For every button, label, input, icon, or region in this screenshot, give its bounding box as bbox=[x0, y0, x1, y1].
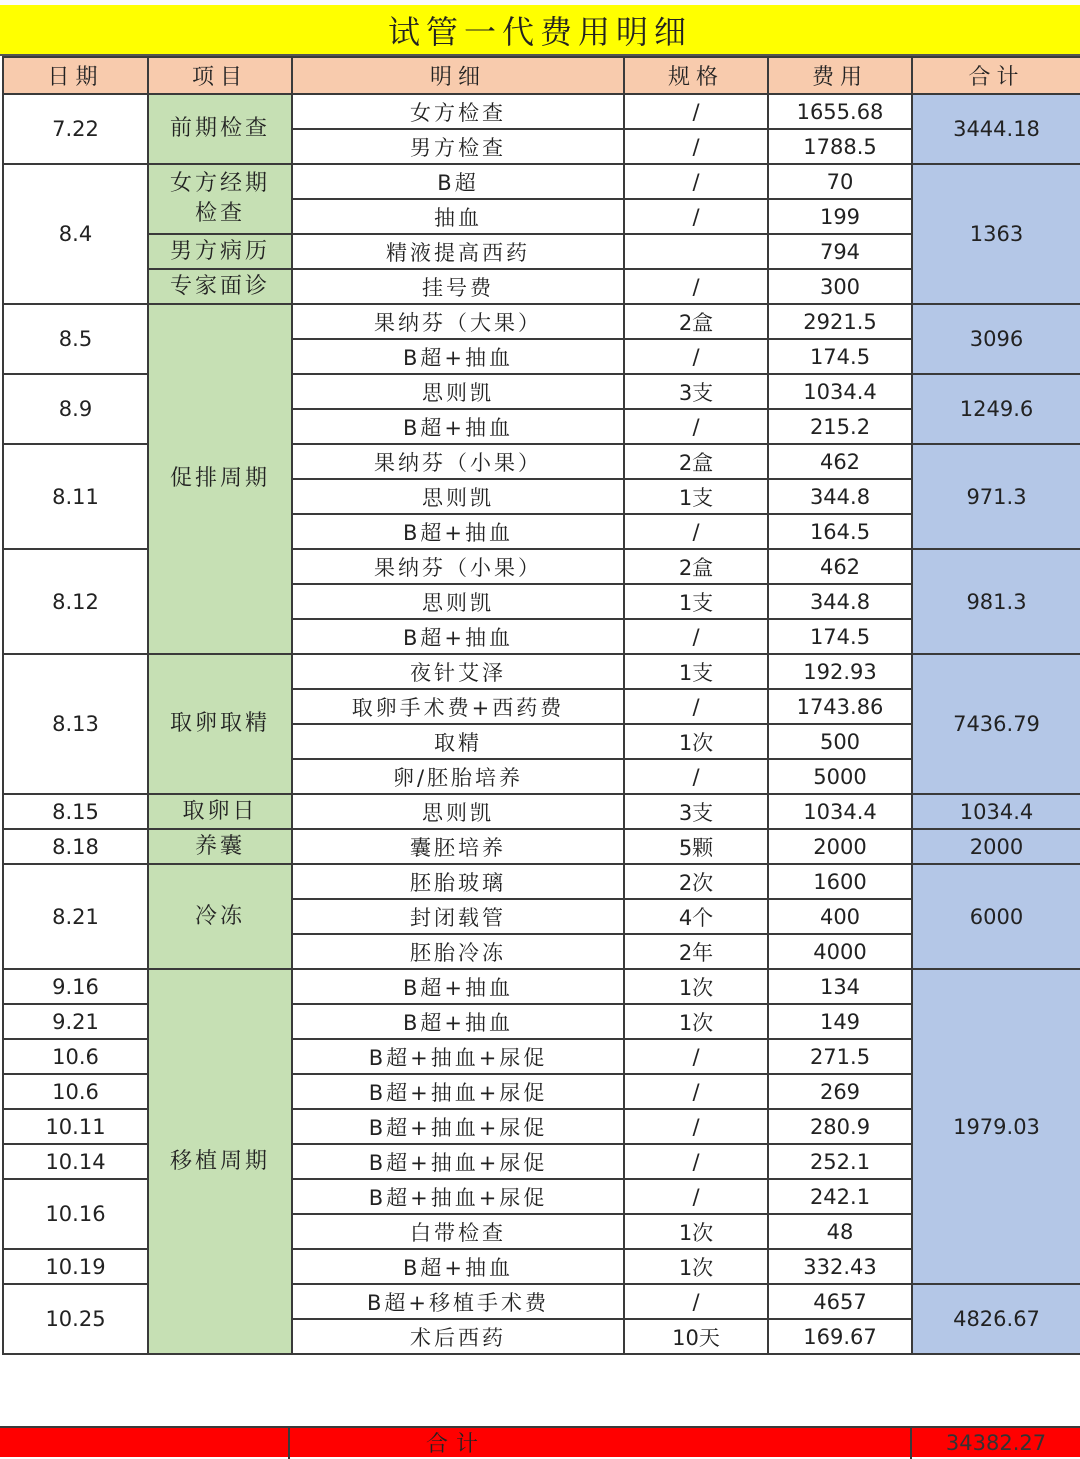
spec-cell: 3支 bbox=[624, 794, 768, 829]
detail-cell: 卵/胚胎培养 bbox=[292, 759, 624, 794]
fee-cell: 4657 bbox=[768, 1284, 912, 1319]
total-cell: 7436.79 bbox=[912, 654, 1080, 794]
detail-cell: B超+抽血+尿促 bbox=[292, 1039, 624, 1074]
fee-cell: 70 bbox=[768, 164, 912, 199]
total-cell: 6000 bbox=[912, 864, 1080, 969]
summary-label: 合计 bbox=[425, 1432, 486, 1457]
table-row bbox=[3, 304, 1080, 339]
date-cell: 8.11 bbox=[3, 444, 148, 549]
header-spec: 规格 bbox=[624, 57, 768, 94]
date-cell: 8.12 bbox=[3, 549, 148, 654]
detail-cell: B超+抽血 bbox=[292, 514, 624, 549]
date-cell: 10.19 bbox=[3, 1249, 148, 1284]
total-cell: 3444.18 bbox=[912, 94, 1080, 164]
fee-cell: 164.5 bbox=[768, 514, 912, 549]
detail-cell: B超+抽血 bbox=[292, 409, 624, 444]
spec-cell: 5颗 bbox=[624, 829, 768, 864]
detail-cell: 白带检查 bbox=[292, 1214, 624, 1249]
date-cell: 8.21 bbox=[3, 864, 148, 969]
total-cell: 2000 bbox=[912, 829, 1080, 864]
spec-cell: 1支 bbox=[624, 584, 768, 619]
date-cell: 8.13 bbox=[3, 654, 148, 794]
item-cell: 取卵取精 bbox=[148, 654, 292, 794]
detail-cell: 术后西药 bbox=[292, 1319, 624, 1354]
header-date: 日期 bbox=[3, 57, 148, 94]
detail-cell: 果纳芬（大果） bbox=[292, 304, 624, 339]
spec-cell: 10天 bbox=[624, 1319, 768, 1354]
fee-cell: 1034.4 bbox=[768, 374, 912, 409]
spec-cell: / bbox=[624, 1144, 768, 1179]
spec-cell: 2年 bbox=[624, 934, 768, 969]
detail-cell: 女方检查 bbox=[292, 94, 624, 129]
spec-cell: 2盒 bbox=[624, 444, 768, 479]
date-cell: 8.5 bbox=[3, 304, 148, 374]
detail-cell: 果纳芬（小果） bbox=[292, 444, 624, 479]
fee-cell: 5000 bbox=[768, 759, 912, 794]
detail-cell: 思则凯 bbox=[292, 479, 624, 514]
spec-cell: / bbox=[624, 1039, 768, 1074]
item-cell: 专家面诊 bbox=[148, 269, 292, 304]
fee-cell: 169.67 bbox=[768, 1319, 912, 1354]
spec-cell: 1支 bbox=[624, 654, 768, 689]
item-cell: 男方病历 bbox=[148, 234, 292, 269]
fee-cell: 4000 bbox=[768, 934, 912, 969]
table-row bbox=[3, 94, 1080, 129]
fee-cell: 199 bbox=[768, 199, 912, 234]
spec-cell: 1次 bbox=[624, 1004, 768, 1039]
detail-cell: 取精 bbox=[292, 724, 624, 759]
item-cell: 取卵日 bbox=[148, 794, 292, 829]
header-row bbox=[3, 57, 1080, 94]
date-cell: 10.25 bbox=[3, 1284, 148, 1354]
item-cell: 冷冻 bbox=[148, 864, 292, 969]
fee-cell: 2921.5 bbox=[768, 304, 912, 339]
date-cell: 7.22 bbox=[3, 94, 148, 164]
spec-cell: / bbox=[624, 339, 768, 374]
detail-cell: B超+抽血+尿促 bbox=[292, 1179, 624, 1214]
date-cell: 8.9 bbox=[3, 374, 148, 444]
spec-cell: 3支 bbox=[624, 374, 768, 409]
date-cell: 10.11 bbox=[3, 1109, 148, 1144]
date-cell: 9.16 bbox=[3, 969, 148, 1004]
date-cell: 9.21 bbox=[3, 1004, 148, 1039]
detail-cell: 取卵手术费+西药费 bbox=[292, 689, 624, 724]
detail-cell: 胚胎玻璃 bbox=[292, 864, 624, 899]
detail-cell: 思则凯 bbox=[292, 374, 624, 409]
spec-cell: / bbox=[624, 689, 768, 724]
fee-cell: 271.5 bbox=[768, 1039, 912, 1074]
table-row bbox=[3, 654, 1080, 689]
fee-cell: 149 bbox=[768, 1004, 912, 1039]
total-cell: 4826.67 bbox=[912, 1284, 1080, 1354]
detail-cell: B超+抽血 bbox=[292, 969, 624, 1004]
fee-cell: 242.1 bbox=[768, 1179, 912, 1214]
detail-cell: 胚胎冷冻 bbox=[292, 934, 624, 969]
spec-cell: / bbox=[624, 759, 768, 794]
detail-cell: 抽血 bbox=[292, 199, 624, 234]
fee-cell: 174.5 bbox=[768, 339, 912, 374]
spec-cell: 1次 bbox=[624, 1214, 768, 1249]
date-cell: 8.4 bbox=[3, 164, 148, 304]
fee-cell: 794 bbox=[768, 234, 912, 269]
header-item: 项目 bbox=[148, 57, 292, 94]
fee-cell: 300 bbox=[768, 269, 912, 304]
fee-cell: 280.9 bbox=[768, 1109, 912, 1144]
fee-cell: 192.93 bbox=[768, 654, 912, 689]
total-cell: 981.3 bbox=[912, 549, 1080, 654]
fee-cell: 344.8 bbox=[768, 584, 912, 619]
date-cell: 10.14 bbox=[3, 1144, 148, 1179]
detail-cell: 男方检查 bbox=[292, 129, 624, 164]
fee-cell: 400 bbox=[768, 899, 912, 934]
spec-cell: / bbox=[624, 619, 768, 654]
detail-cell: 果纳芬（小果） bbox=[292, 549, 624, 584]
spec-cell: 4个 bbox=[624, 899, 768, 934]
header-fee: 费用 bbox=[768, 57, 912, 94]
spec-cell: / bbox=[624, 94, 768, 129]
detail-cell: B超+抽血 bbox=[292, 1249, 624, 1284]
spec-cell: / bbox=[624, 1074, 768, 1109]
detail-cell: 夜针艾泽 bbox=[292, 654, 624, 689]
item-cell: 女方经期 检查 bbox=[148, 164, 292, 234]
total-cell: 1979.03 bbox=[912, 969, 1080, 1284]
fee-cell: 269 bbox=[768, 1074, 912, 1109]
fee-cell: 2000 bbox=[768, 829, 912, 864]
spec-cell: 1次 bbox=[624, 969, 768, 1004]
total-cell: 971.3 bbox=[912, 444, 1080, 549]
detail-cell: B超+抽血 bbox=[292, 619, 624, 654]
fee-cell: 462 bbox=[768, 444, 912, 479]
spec-cell: 1次 bbox=[624, 724, 768, 759]
total-cell: 1034.4 bbox=[912, 794, 1080, 829]
expense-table bbox=[2, 56, 1080, 1355]
spec-cell: / bbox=[624, 164, 768, 199]
fee-cell: 1034.4 bbox=[768, 794, 912, 829]
spec-cell: 2盒 bbox=[624, 304, 768, 339]
spec-cell: 2盒 bbox=[624, 549, 768, 584]
fee-cell: 174.5 bbox=[768, 619, 912, 654]
summary-bar bbox=[0, 1426, 1080, 1457]
fee-cell: 1743.86 bbox=[768, 689, 912, 724]
summary-value: 34382.27 bbox=[945, 1430, 1047, 1455]
detail-cell: 封闭载管 bbox=[292, 899, 624, 934]
detail-cell: B超+抽血+尿促 bbox=[292, 1144, 624, 1179]
detail-cell: 挂号费 bbox=[292, 269, 624, 304]
detail-cell: B超+抽血+尿促 bbox=[292, 1109, 624, 1144]
fee-cell: 48 bbox=[768, 1214, 912, 1249]
header-detail: 明细 bbox=[292, 57, 624, 94]
item-cell: 养囊 bbox=[148, 829, 292, 864]
table-row bbox=[3, 864, 1080, 899]
total-cell: 1249.6 bbox=[912, 374, 1080, 444]
detail-cell: 思则凯 bbox=[292, 794, 624, 829]
header-total: 合计 bbox=[912, 57, 1080, 94]
fee-cell: 332.43 bbox=[768, 1249, 912, 1284]
fee-cell: 134 bbox=[768, 969, 912, 1004]
spec-cell: / bbox=[624, 129, 768, 164]
table-row bbox=[3, 164, 1080, 199]
spec-cell: 1支 bbox=[624, 479, 768, 514]
spec-cell: / bbox=[624, 409, 768, 444]
fee-cell: 1600 bbox=[768, 864, 912, 899]
detail-cell: B超+移植手术费 bbox=[292, 1284, 624, 1319]
detail-cell: B超 bbox=[292, 164, 624, 199]
total-cell: 1363 bbox=[912, 164, 1080, 304]
detail-cell: B超+抽血 bbox=[292, 339, 624, 374]
date-cell: 10.16 bbox=[3, 1179, 148, 1249]
detail-cell: B超+抽血 bbox=[292, 1004, 624, 1039]
fee-cell: 252.1 bbox=[768, 1144, 912, 1179]
table-row bbox=[3, 829, 1080, 864]
spec-cell: / bbox=[624, 514, 768, 549]
spec-cell: / bbox=[624, 1284, 768, 1319]
date-cell: 10.6 bbox=[3, 1039, 148, 1074]
date-cell: 10.6 bbox=[3, 1074, 148, 1109]
sheet-title: 试管一代费用明细 bbox=[0, 5, 1080, 56]
item-cell: 促排周期 bbox=[148, 304, 292, 654]
table-row bbox=[3, 969, 1080, 1004]
detail-cell: 精液提高西药 bbox=[292, 234, 624, 269]
spec-cell bbox=[624, 234, 768, 269]
item-cell: 前期检查 bbox=[148, 94, 292, 164]
spec-cell: / bbox=[624, 269, 768, 304]
date-cell: 8.18 bbox=[3, 829, 148, 864]
table-row bbox=[3, 794, 1080, 829]
spec-cell: / bbox=[624, 199, 768, 234]
fee-cell: 1655.68 bbox=[768, 94, 912, 129]
detail-cell: 思则凯 bbox=[292, 584, 624, 619]
spec-cell: 1次 bbox=[624, 1249, 768, 1284]
detail-cell: B超+抽血+尿促 bbox=[292, 1074, 624, 1109]
fee-cell: 344.8 bbox=[768, 479, 912, 514]
fee-cell: 215.2 bbox=[768, 409, 912, 444]
spec-cell: / bbox=[624, 1179, 768, 1214]
item-cell: 移植周期 bbox=[148, 969, 292, 1354]
total-cell: 3096 bbox=[912, 304, 1080, 374]
fee-cell: 500 bbox=[768, 724, 912, 759]
fee-cell: 462 bbox=[768, 549, 912, 584]
detail-cell: 囊胚培养 bbox=[292, 829, 624, 864]
fee-cell: 1788.5 bbox=[768, 129, 912, 164]
spec-cell: 2次 bbox=[624, 864, 768, 899]
spec-cell: / bbox=[624, 1109, 768, 1144]
date-cell: 8.15 bbox=[3, 794, 148, 829]
